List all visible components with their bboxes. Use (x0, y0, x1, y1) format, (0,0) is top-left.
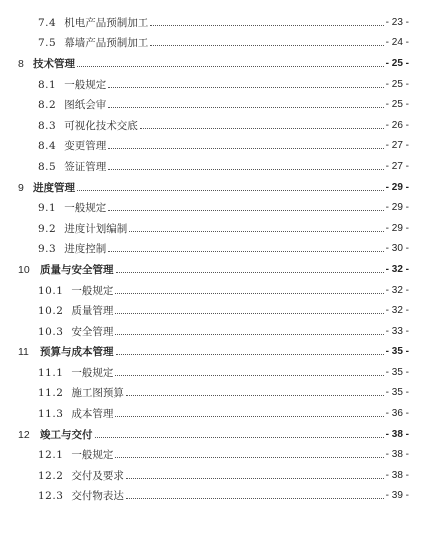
toc-entry-number: 9 (18, 181, 24, 194)
toc-entry-title: 一般规定 (71, 449, 114, 462)
toc-entry-title: 施工图预算 (71, 387, 124, 400)
toc-entry-heading (38, 488, 125, 503)
toc-entry-heading (18, 344, 115, 359)
toc-page-number: - 29 - (385, 181, 409, 193)
toc-entry-heading (38, 77, 107, 92)
toc-page-number: - 25 - (385, 78, 409, 90)
toc-section-entry[interactable] (0, 362, 423, 383)
dot-leader (108, 148, 383, 149)
toc-entry-title: 进度计划编制 (64, 222, 128, 235)
toc-entry-heading (38, 35, 149, 50)
toc-entry-heading (38, 97, 107, 112)
toc-section-entry[interactable] (0, 300, 423, 321)
toc-section-entry[interactable] (0, 486, 423, 507)
toc-page-number: - 32 - (385, 284, 409, 296)
toc-page-number: - 27 - (385, 160, 409, 172)
toc-entry-title: 进度控制 (64, 243, 107, 256)
toc-entry-title: 一般规定 (71, 284, 114, 297)
toc-section-entry[interactable] (0, 383, 423, 404)
toc-entry-number: 11.2 (38, 387, 64, 400)
toc-entry-title: 图纸会审 (64, 99, 107, 112)
toc-entry-heading (38, 303, 114, 318)
dot-leader (116, 354, 384, 355)
dot-leader (108, 87, 383, 88)
dot-leader (126, 498, 384, 499)
dot-leader (150, 45, 383, 46)
dot-leader (115, 313, 383, 314)
toc-entry-heading (38, 468, 125, 483)
toc-entry-title: 预算与成本管理 (40, 346, 114, 359)
toc-entry-heading (38, 406, 114, 421)
toc-page-number: - 38 - (385, 449, 409, 461)
toc-page-number: - 29 - (385, 202, 409, 214)
toc-chapter-entry[interactable] (0, 53, 423, 74)
toc-entry-title: 机电产品预制加工 (64, 16, 149, 29)
toc-entry-title: 交付物表达 (71, 490, 124, 503)
toc-page-number: - 25 - (385, 57, 409, 69)
dot-leader (115, 457, 383, 458)
table-of-contents (0, 12, 423, 506)
toc-entry-title: 质量与安全管理 (40, 263, 114, 276)
toc-page-number: - 23 - (385, 16, 409, 28)
toc-entry-heading (38, 324, 114, 339)
dot-leader (108, 210, 383, 211)
toc-section-entry[interactable] (0, 94, 423, 115)
toc-page-number: - 35 - (385, 387, 409, 399)
dot-leader (115, 293, 383, 294)
toc-entry-heading (38, 15, 149, 30)
toc-entry-heading (38, 447, 114, 462)
toc-entry-number: 10 (18, 263, 30, 276)
toc-entry-heading (38, 221, 128, 236)
toc-entry-number: 12 (18, 428, 30, 441)
toc-section-entry[interactable] (0, 465, 423, 486)
toc-entry-heading (38, 241, 107, 256)
toc-section-entry[interactable] (0, 218, 423, 239)
toc-page-number: - 35 - (385, 366, 409, 378)
dot-leader (95, 437, 384, 438)
toc-entry-title: 安全管理 (71, 325, 114, 338)
toc-entry-title: 一般规定 (64, 78, 107, 91)
toc-entry-title: 质量管理 (71, 305, 114, 318)
toc-entry-heading (18, 427, 94, 442)
dot-leader (150, 25, 383, 26)
toc-section-entry[interactable] (0, 321, 423, 342)
toc-entry-title: 交付及要求 (71, 469, 124, 482)
toc-entry-heading (38, 200, 107, 215)
toc-entry-title: 可视化技术交底 (64, 119, 138, 132)
toc-page-number: - 25 - (385, 99, 409, 111)
toc-page-number: - 39 - (385, 490, 409, 502)
dot-leader (77, 66, 384, 67)
toc-chapter-entry[interactable] (0, 259, 423, 280)
toc-page-number: - 24 - (385, 37, 409, 49)
dot-leader (140, 128, 384, 129)
toc-entry-heading (38, 385, 125, 400)
dot-leader (115, 416, 383, 417)
dot-leader (77, 190, 384, 191)
toc-entry-number: 10.2 (38, 305, 64, 318)
toc-section-entry[interactable] (0, 197, 423, 218)
toc-entry-number: 12.2 (38, 469, 64, 482)
toc-entry-title: 一般规定 (71, 366, 114, 379)
toc-entry-title: 一般规定 (64, 202, 107, 215)
toc-entry-number: 11.3 (38, 408, 64, 421)
toc-section-entry[interactable] (0, 239, 423, 260)
toc-entry-number: 8.3 (38, 119, 57, 132)
toc-page-number: - 33 - (385, 325, 409, 337)
toc-section-entry[interactable] (0, 280, 423, 301)
toc-entry-number: 8.4 (38, 140, 57, 153)
toc-entry-number: 8.5 (38, 160, 57, 173)
toc-chapter-entry[interactable] (0, 177, 423, 198)
toc-chapter-entry[interactable] (0, 424, 423, 445)
dot-leader (126, 395, 384, 396)
toc-entry-heading (38, 159, 107, 174)
toc-section-entry[interactable] (0, 115, 423, 136)
dot-leader (115, 334, 383, 335)
toc-entry-heading (18, 180, 76, 195)
toc-section-entry[interactable] (0, 33, 423, 54)
toc-page-number: - 26 - (385, 119, 409, 131)
toc-entry-heading (38, 118, 139, 133)
toc-entry-title: 进度管理 (33, 181, 75, 194)
toc-entry-number: 8.2 (38, 99, 57, 112)
toc-page-number: - 35 - (385, 346, 409, 358)
toc-entry-number: 10.3 (38, 325, 64, 338)
toc-entry-number: 8.1 (38, 78, 57, 91)
toc-entry-number: 9.2 (38, 222, 57, 235)
toc-entry-heading (18, 262, 115, 277)
toc-page-number: - 38 - (385, 469, 409, 481)
toc-page-number: - 27 - (385, 140, 409, 152)
toc-entry-number: 7.5 (38, 37, 57, 50)
toc-entry-number: 11 (18, 346, 29, 359)
toc-page-number: - 32 - (385, 263, 409, 275)
toc-entry-number: 11.1 (38, 366, 64, 379)
toc-section-entry[interactable] (0, 12, 423, 33)
toc-section-entry[interactable] (0, 444, 423, 465)
toc-entry-number: 12.3 (38, 490, 64, 503)
dot-leader (116, 272, 384, 273)
dot-leader (126, 478, 384, 479)
dot-leader (108, 107, 383, 108)
toc-section-entry[interactable] (0, 136, 423, 157)
dot-leader (108, 169, 383, 170)
toc-entry-title: 竣工与交付 (40, 428, 93, 441)
toc-entry-number: 10.1 (38, 284, 64, 297)
toc-entry-heading (38, 283, 114, 298)
toc-entry-heading (38, 138, 107, 153)
toc-page-number: - 30 - (385, 243, 409, 255)
toc-page-number: - 36 - (385, 408, 409, 420)
toc-entry-title: 技术管理 (33, 57, 75, 70)
toc-entry-heading (38, 365, 114, 380)
toc-page-number: - 29 - (385, 222, 409, 234)
toc-entry-title: 变更管理 (64, 140, 107, 153)
toc-section-entry[interactable] (0, 156, 423, 177)
toc-entry-title: 成本管理 (71, 408, 114, 421)
toc-entry-number: 9.1 (38, 202, 57, 215)
toc-entry-number: 7.4 (38, 16, 57, 29)
toc-chapter-entry[interactable] (0, 342, 423, 363)
dot-leader (108, 251, 383, 252)
dot-leader (129, 231, 383, 232)
toc-section-entry[interactable] (0, 74, 423, 95)
toc-entry-number: 12.1 (38, 449, 64, 462)
toc-entry-number: 8 (18, 57, 24, 70)
toc-entry-title: 幕墙产品预制加工 (64, 37, 149, 50)
dot-leader (115, 375, 383, 376)
toc-entry-heading (18, 56, 76, 71)
toc-section-entry[interactable] (0, 403, 423, 424)
toc-page-number: - 38 - (385, 428, 409, 440)
toc-page-number: - 32 - (385, 305, 409, 317)
toc-entry-number: 9.3 (38, 243, 57, 256)
toc-entry-title: 签证管理 (64, 160, 107, 173)
